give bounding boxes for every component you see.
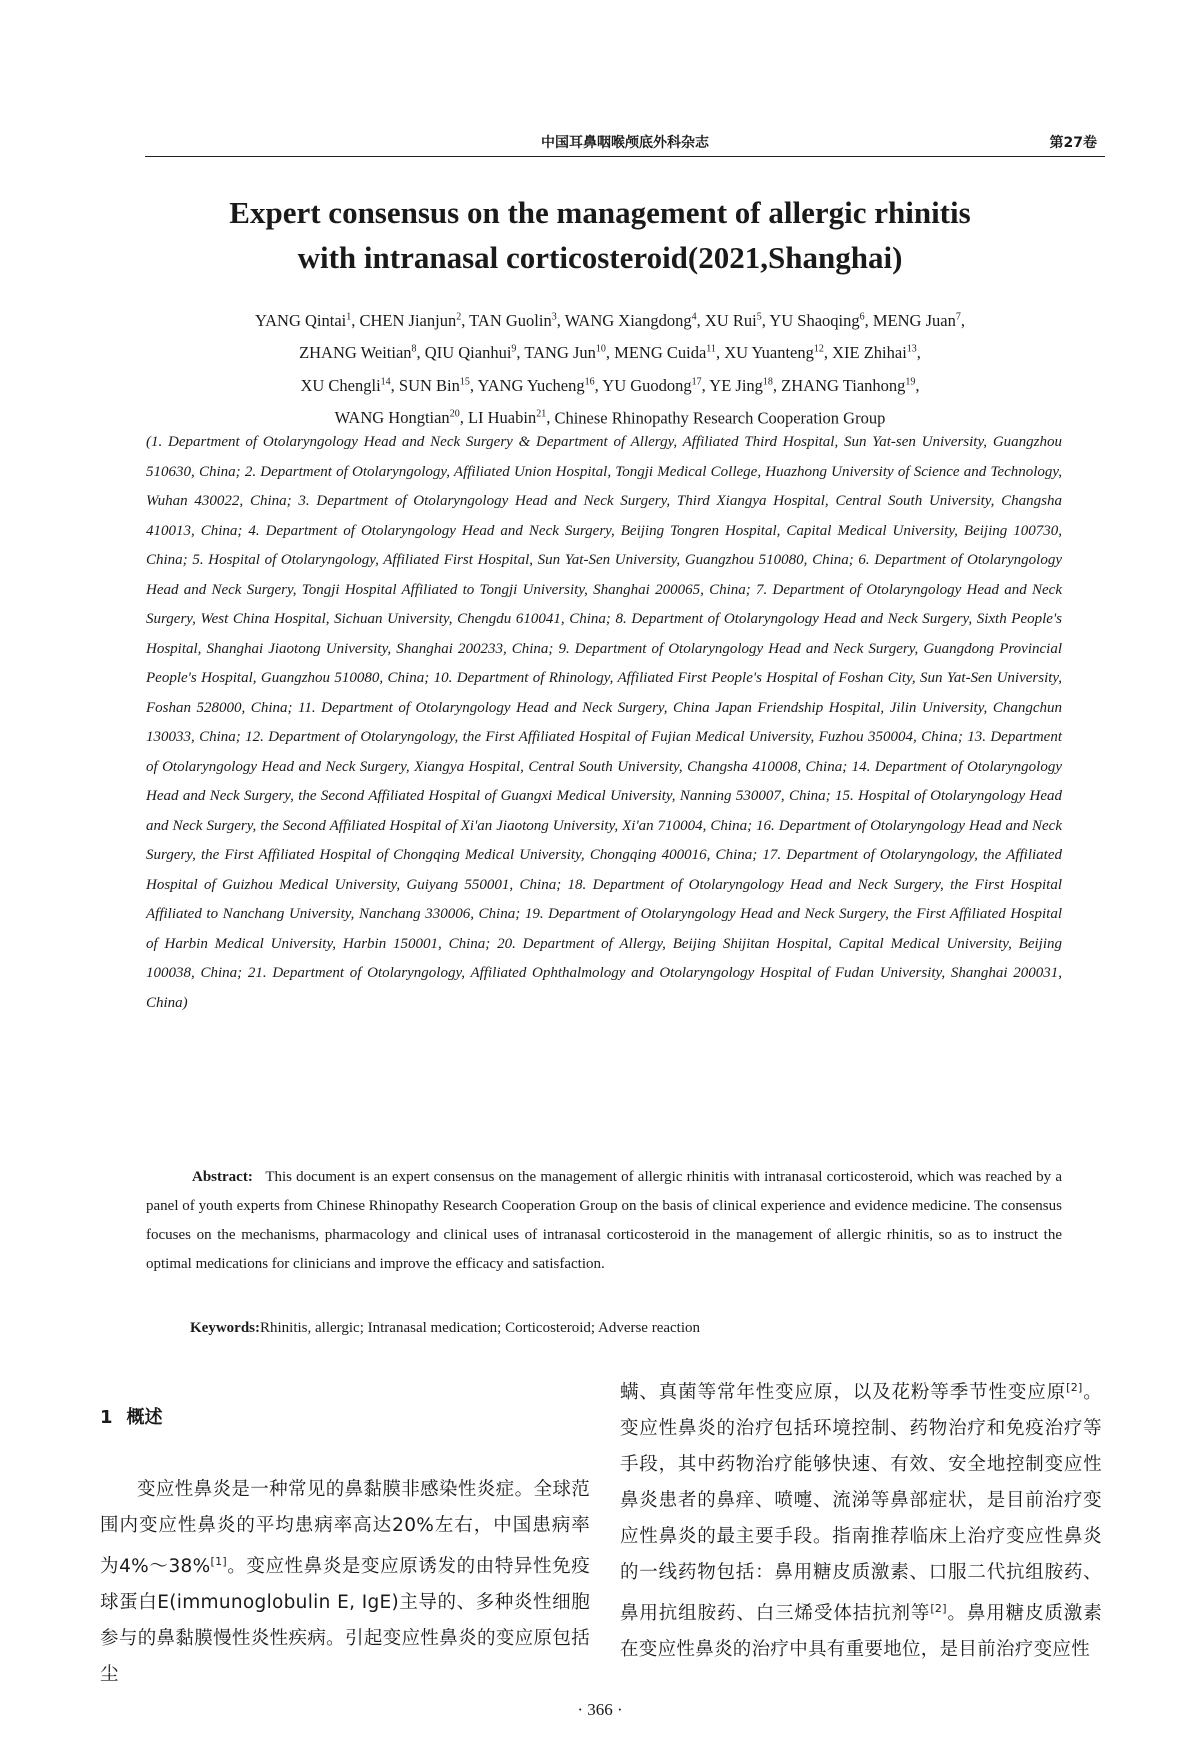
author: XU Yuanteng$^{12}$,: [724, 343, 833, 362]
author-list: [160, 302, 1060, 432]
author: LI Huabin$^{21}$,: [467, 408, 555, 427]
author: TANG Jun$^{10}$,: [524, 343, 615, 362]
paragraph-text: 变应性鼻炎是一种常见的鼻黏膜非感染性炎症。全球范围内变应性鼻炎的平均患病率高达20%左右，中国患病率为4%～38%: [100, 1479, 590, 1578]
author: ZHANG Weitian$^8$,: [299, 343, 425, 362]
author-line-1: [255, 311, 965, 330]
author: MENG Cuida$^{11}$,: [614, 343, 725, 362]
keywords: [190, 1316, 1060, 1340]
page-number: · 366 ·: [577, 1700, 623, 1719]
author: WANG Xiangdong$^4$,: [564, 310, 705, 330]
author: YANG Qintai$^1$,: [255, 310, 360, 330]
journal-name: 中国耳鼻咽喉颅底外科杂志: [541, 135, 709, 151]
section-heading: [100, 1403, 163, 1429]
keywords-label: Keywords:: [190, 1320, 260, 1336]
author: XU Rui$^5$,: [704, 310, 770, 330]
author: CHEN Jianjun$^2$,: [359, 310, 470, 330]
author-line-4: [335, 408, 886, 427]
paragraph-text: 螨、真菌等常年性变应原，以及花粉等季节性变应原: [620, 1382, 1067, 1404]
author-line-2: [299, 343, 921, 362]
author: YU Shaoqing$^6$,: [769, 310, 873, 330]
paragraph-text: 。变应性鼻炎的治疗包括环境控制、药物治疗和免疫治疗等手段，其中药物治疗能够快速、有效、安全地控制变应性鼻炎患者的鼻痒、喷嚏、流涕等鼻部症状，是目前治疗变应性鼻炎的最主要手段。指南推荐临床上治疗变应性鼻炎的一线药物包括：鼻用糖皮质激素、口服二代抗组胺药、鼻用抗组胺药、白三烯受体拮抗剂等: [620, 1382, 1102, 1625]
affiliations: (1. Department of Otolaryngology Head and Neck Surgery & Department of Allergy, Affiliated Third Hospital, Sun Yat-sen University, Guangzhou 510630, China; 2. Department of Otolaryngology, Affiliated Union Hospital, Tongji Medical College, Huazhong University of Science and Technology, Wuhan 430022, China; 3. Department of Otolaryngology Head and Neck Surgery, Third Xiangya Hospital, Central South University, Changsha 410013, China; 4. Department of Otolaryngology Head and Neck Surgery, Beijing Tongren Hospital, Capital Medical University, Beijing 100730, China; 5. Hospital of Otolaryngology, Affiliated First Hospital, Sun Yat-Sen University, Guangzhou 510080, China; 6. Department of Otolaryngology Head and Neck Surgery, Tongji Hospital Affiliated to Tongji University, Shanghai 200065, China; 7. Department of Otolaryngology Head and Neck Surgery, West China Hospital, Sichuan University, Chengdu 610041, China; 8. Department of Otolaryngology Head and Neck Surgery, Sixth People's Hospital, Shanghai Jiaotong University, Shanghai 200233, China; 9. Department of Otolaryngology Head and Neck Surgery, Guangdong Provincial People's Hospital, Guangzhou 510080, China; 10. Department of Rhinology, Affiliated First People's Hospital of Foshan City, Sun Yat-Sen University, Foshan 528000, China; 11. Department of Otolaryngology Head and Neck Surgery, China Japan Friendship Hospital, Jilin University, Changchun 130033, China; 12. Department of Otolaryngology, the First Affiliated Hospital of Fujian Medical University, Fuzhou 350004, China; 13. Department of Otolaryngology Head and Neck Surgery, Xiangya Hospital, Central South University, Changsha 410008, China; 14. Department of Otolaryngology Head and Neck Surgery, the Second Affiliated Hospital of Guangxi Medical University, Nanning 530007, China; 15. Hospital of Otolaryngology Head and Neck Surgery, the Second Affiliated Hospital of Xi'an Jiaotong University, Xi'an 710004, China; 16. Department of Otolaryngology Head and Neck Surgery, the First Affiliated Hospital of Chongqing Medical University, Chongqing 400016, China; 17. Department of Otolaryngology, the Affiliated Hospital of Guizhou Medical University, Guiyang 550001, China; 18. Department of Otolaryngology Head and Neck Surgery, the First Hospital Affiliated to Nanchang University, Nanchang 330006, China; 19. Department of Otolaryngology Head and Neck Surgery, the First Affiliated Hospital of Harbin Medical University, Harbin 150001, China; 20. Department of Allergy, Beijing Shijitan Hospital, Capital Medical University, Beijing 100038, China; 21. Department of Otolaryngology, Affiliated Ophthalmology and Otolaryngology Hospital of Fudan University, Shanghai 200031, China): [146, 434, 1062, 1011]
volume-number: 第27卷: [1049, 135, 1097, 151]
paragraph-text: 。鼻用糖皮质激素在变应性鼻炎的治疗中具有重要地位，是目前治疗变应性: [620, 1603, 1102, 1661]
author-group: Chinese Rhinopathy Research Cooperation Group: [554, 408, 886, 427]
author: SUN Bin$^{15}$,: [398, 375, 478, 395]
abstract-text: This document is an expert consensus on the management of allergic rhinitis with intranasal corticosteroid, which was reached by a panel of youth experts from Chinese Rhinopathy Research Cooperation Group on the basis of clinical experience and evidence medicine. The consensus focuses on the mechanisms, pharmacology and clinical uses of intranasal corticosteroid in the management of allergic rhinitis, so as to instruct the optimal medications for clinicians and improve the efficacy and satisfaction.: [146, 1169, 1062, 1272]
section-title: 概述: [126, 1407, 163, 1428]
abstract: [146, 1163, 1062, 1279]
paragraph-text: 。变应性鼻炎是变应原诱发的由特异性免疫球蛋白E(immunoglobulin E, IgE)主导的、多种炎性细胞参与的鼻黏膜慢性炎性疾病。引起变应性鼻炎的变应原包括尘: [100, 1556, 591, 1686]
author: WANG Hongtian$^{20}$,: [334, 408, 468, 427]
body-column-left: [100, 1472, 590, 1693]
author: XIE Zhihai$^{13}$,: [832, 343, 921, 362]
author: YU Guodong$^{17}$,: [602, 375, 710, 395]
paper-title: [100, 190, 1100, 280]
author: YANG Yucheng$^{16}$,: [477, 375, 603, 395]
author: ZHANG Tianhong$^{19}$,: [781, 375, 920, 395]
body-column-right: [620, 1370, 1102, 1668]
author: MENG Juan$^7$,: [872, 310, 965, 330]
keywords-text: Rhinitis, allergic; Intranasal medication; Corticosteroid; Adverse reaction: [260, 1320, 701, 1336]
author: TAN Guolin$^3$,: [469, 310, 565, 330]
citation: [2]: [1066, 1381, 1083, 1394]
section-number: 1: [100, 1407, 113, 1428]
citation: [2]: [930, 1602, 947, 1616]
author: YE Jing$^{18}$,: [709, 375, 782, 395]
author: XU Chengli$^{14}$,: [300, 375, 399, 395]
citation: [1]: [210, 1555, 227, 1568]
author: QIU Qianhui$^9$,: [424, 343, 525, 362]
author-line-3: [300, 376, 919, 395]
title-line-1: Expert consensus on the management of allergic rhinitis: [229, 195, 971, 230]
running-header: [145, 126, 1105, 157]
title-line-2: with intranasal corticosteroid(2021,Shanghai): [297, 240, 903, 275]
abstract-label: Abstract:: [192, 1169, 253, 1185]
